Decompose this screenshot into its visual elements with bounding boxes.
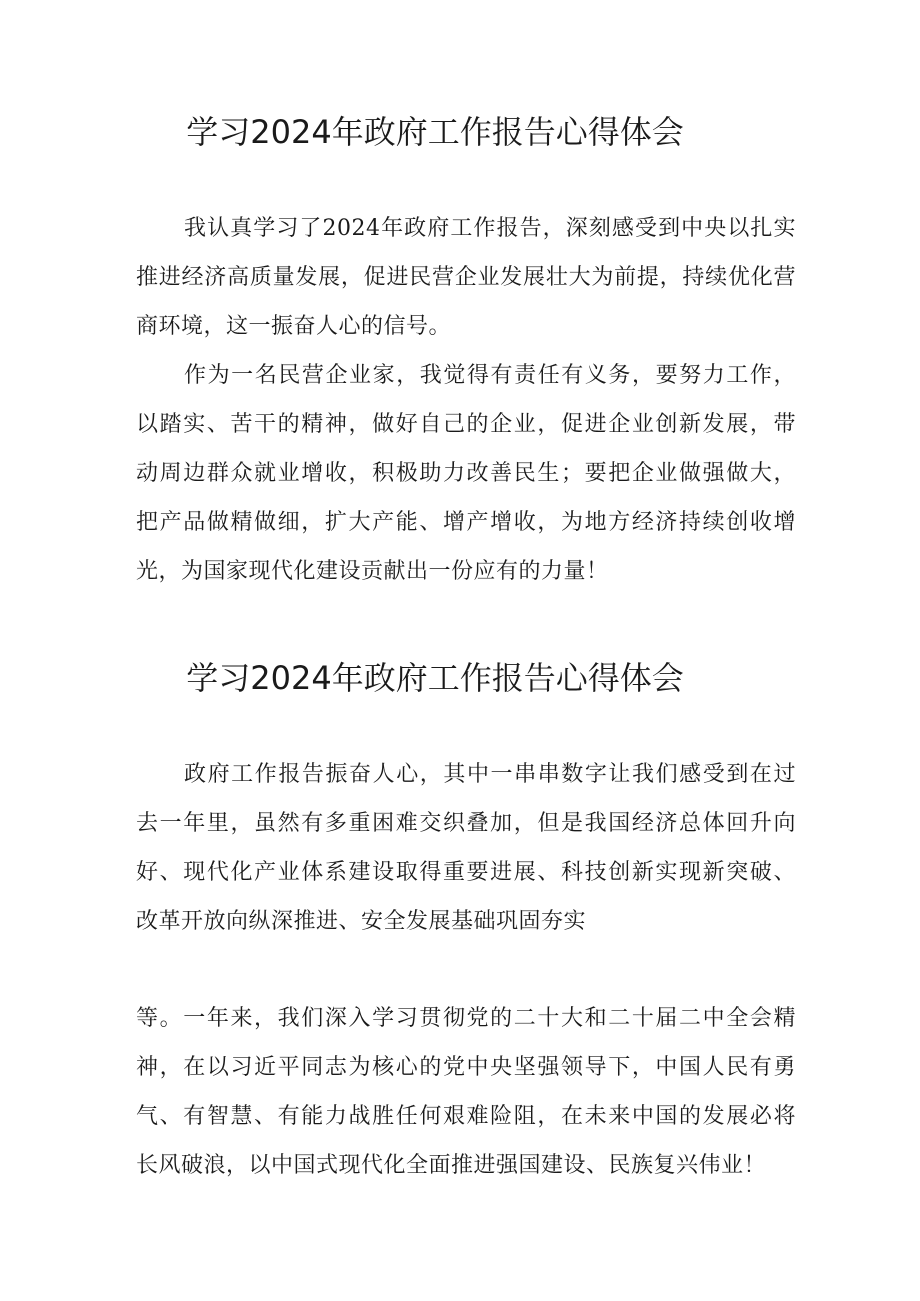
section-1-paragraph-1	[136, 204, 796, 351]
paragraph-line: 商环境，这一振奋人心的信号。	[136, 314, 452, 339]
paragraph-line: 光，为国家现代化建设贡献出一份应有的力量！	[136, 559, 609, 584]
section-1-title: 学习2024年政府工作报告心得体会	[186, 113, 684, 151]
section-2-title: 学习2024年政府工作报告心得体会	[186, 659, 684, 697]
section-2-paragraph-2	[136, 994, 796, 1190]
paragraph-line: 作为一名民营企业家，我觉得有责任有义务，要努力工作，	[184, 363, 796, 388]
paragraph-line: 动周边群众就业增收，积极助力改善民生；要把企业做强做大，	[136, 461, 796, 486]
paragraph-line: 以踏实、苦干的精神，做好自己的企业，促进企业创新发展，带	[136, 412, 796, 437]
paragraph-line: 神，在以习近平同志为核心的党中央坚强领导下，中国人民有勇	[136, 1055, 796, 1080]
paragraph-line: 改革开放向纵深推进、安全发展基础巩固夯实	[136, 909, 587, 934]
section-2-paragraph-1	[136, 750, 796, 946]
paragraph-line: 推进经济高质量发展，促进民营企业发展壮大为前提，持续优化营	[136, 265, 796, 290]
paragraph-line: 长风破浪，以中国式现代化全面推进强国建设、民族复兴伟业！	[136, 1153, 767, 1178]
paragraph-line: 等。一年来，我们深入学习贯彻党的二十大和二十届二中全会精	[136, 1006, 796, 1031]
paragraph-line: 把产品做精做细，扩大产能、增产增收，为地方经济持续创收增	[136, 510, 796, 535]
section-1-paragraph-2	[136, 351, 796, 596]
paragraph-line: 我认真学习了2024年政府工作报告，深刻感受到中央以扎实	[184, 216, 796, 241]
paragraph-line: 去一年里，虽然有多重困难交织叠加，但是我国经济总体回升向	[136, 811, 796, 836]
paragraph-line: 政府工作报告振奋人心，其中一串串数字让我们感受到在过	[184, 762, 796, 787]
paragraph-line: 气、有智慧、有能力战胜任何艰难险阻，在未来中国的发展必将	[136, 1104, 796, 1129]
paragraph-line: 好、现代化产业体系建设取得重要进展、科技创新实现新突破、	[136, 860, 796, 885]
